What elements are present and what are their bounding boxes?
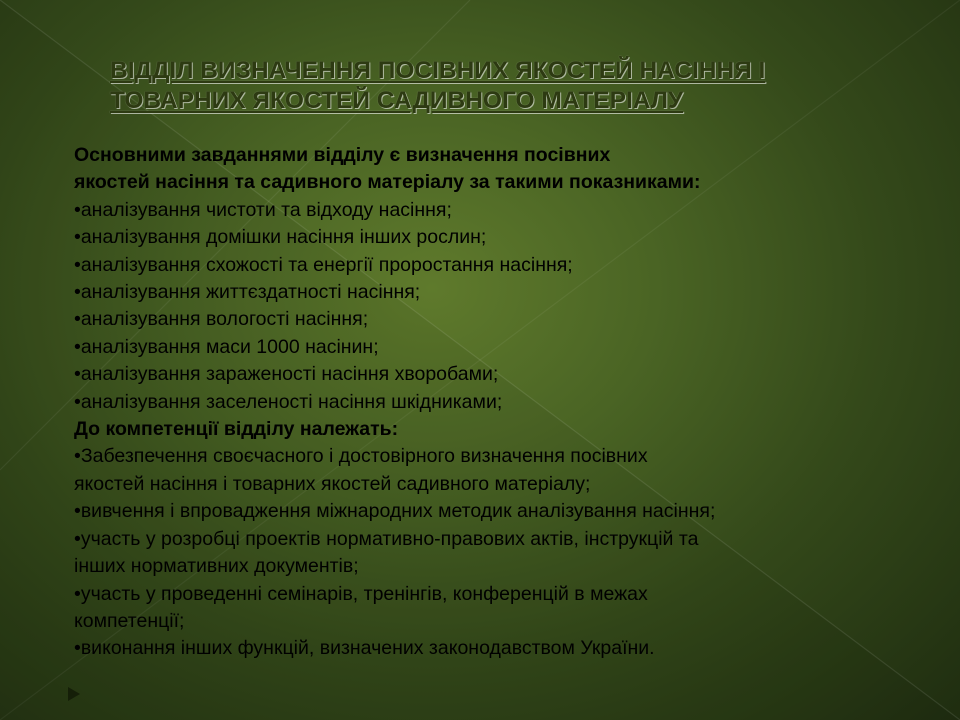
- title-line-2: ТОВАРНИХ ЯКОСТЕЙ САДИВНОГО МАТЕРІАЛУ: [110, 87, 684, 114]
- competence-line: •участь у проведенні семінарів, тренінгів, конференцій в межах: [74, 582, 648, 605]
- competence-line: •Забезпечення своєчасного і достовірного визначення посівних: [74, 445, 648, 468]
- triangle-right-icon: [66, 686, 82, 702]
- slide-body: [74, 142, 894, 663]
- task-item: •аналізування заселеності насіння шкідниками;: [74, 390, 503, 413]
- competence-line: •вивчення і впровадження міжнародних методик аналізування насіння;: [74, 500, 716, 523]
- task-item: •аналізування вологості насіння;: [74, 308, 369, 331]
- competence-heading: До компетенції відділу належать:: [74, 418, 399, 441]
- task-item: •аналізування домішки насіння інших рослин;: [74, 226, 487, 249]
- competence-line: •участь у розробці проектів нормативно-правових актів, інструкцій та: [74, 527, 699, 550]
- slide-title: [110, 56, 870, 116]
- intro-line-1: Основними завданнями відділу є визначення посівних: [74, 144, 611, 166]
- competence-line: •виконання інших функцій, визначених законодавством України.: [74, 637, 655, 660]
- task-item: •аналізування схожості та енергії проростання насіння;: [74, 253, 573, 276]
- task-item: •аналізування чистоти та відходу насіння;: [74, 198, 452, 221]
- intro-line-2: якостей насіння та садивного матеріалу за такими показниками:: [74, 171, 701, 194]
- title-line-1: ВІДДІЛ ВИЗНАЧЕННЯ ПОСІВНИХ ЯКОСТЕЙ НАСІННЯ І: [110, 57, 766, 84]
- task-item: •аналізування життєздатності насіння;: [74, 281, 421, 304]
- competence-line: компетенції;: [74, 609, 185, 632]
- task-item: •аналізування зараженості насіння хворобами;: [74, 363, 499, 386]
- task-item: •аналізування маси 1000 насінин;: [74, 335, 379, 358]
- competence-line: інших нормативних документів;: [74, 555, 359, 578]
- competence-line: якостей насіння і товарних якостей садивного матеріалу;: [74, 472, 591, 495]
